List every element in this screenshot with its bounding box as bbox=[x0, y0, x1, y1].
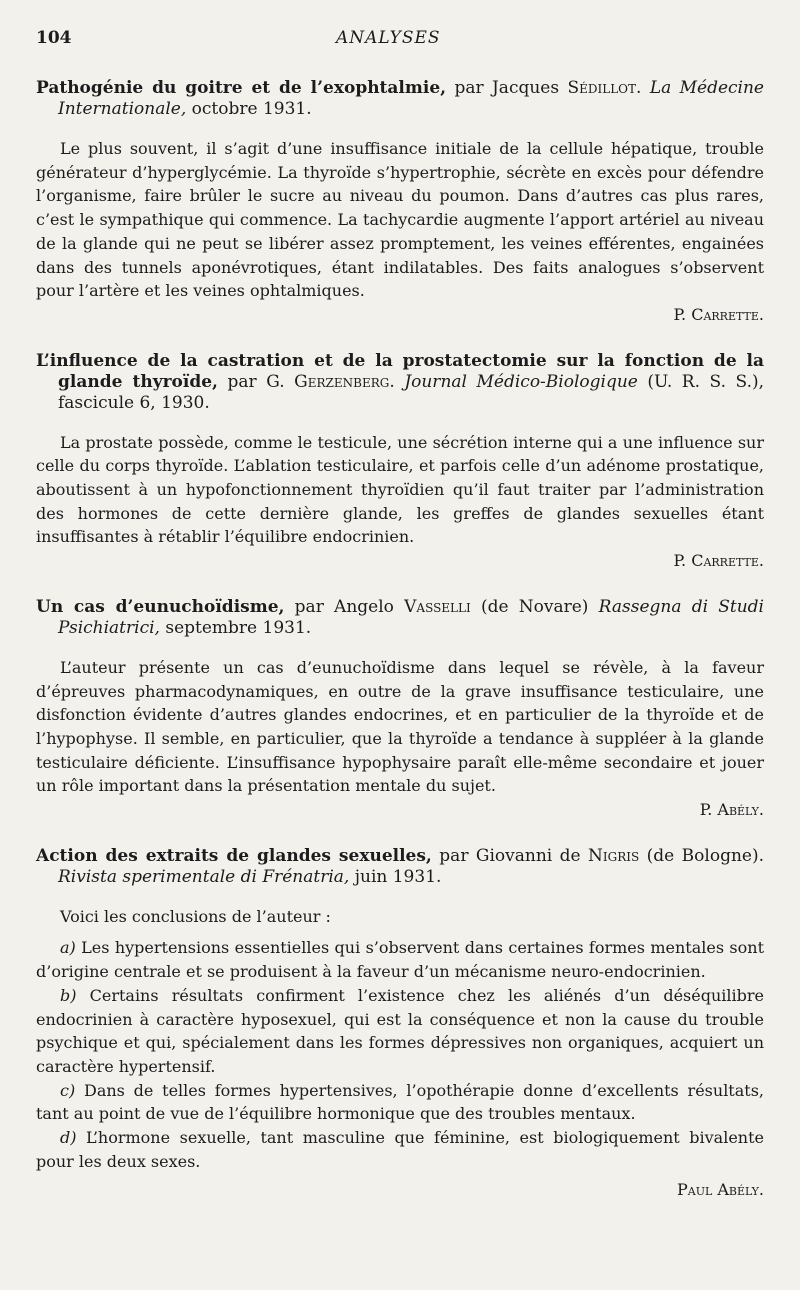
article-signature: Paul Abély. bbox=[677, 1179, 764, 1199]
conclusion-item bbox=[36, 1079, 764, 1126]
running-title: ANALYSES bbox=[336, 28, 441, 48]
conclusion-letter: c) bbox=[60, 1080, 76, 1100]
conclusion-text: Certains résultats confirment l’existence chez les aliénés d’un déséquilibre endocrinien à caractère hyposexuel, qui est la conséquence et non la cause du trouble psychique et qui, spécialement dans les formes dépressives non organiques, acquiert un caractère hypertensif. bbox=[36, 985, 764, 1076]
article-post-author: (de Novare) bbox=[470, 596, 599, 617]
article-title: Action des extraits de glandes sexuelles, bbox=[36, 845, 432, 866]
conclusion-letter: b) bbox=[60, 985, 77, 1005]
article-signature: P. Carrette. bbox=[673, 304, 764, 324]
article-author: Sédillot bbox=[567, 78, 637, 98]
article-post-author: (de Bologne). bbox=[639, 845, 765, 866]
article-author: Nigris bbox=[588, 845, 640, 866]
article-heading bbox=[36, 351, 764, 414]
conclusion-item bbox=[36, 984, 764, 1079]
article-title: Un cas d’eunuchoïdisme, bbox=[36, 596, 285, 617]
article-author: Gerzenberg bbox=[294, 371, 390, 392]
article-date: septembre 1931. bbox=[159, 617, 312, 638]
conclusion-text: L’hormone sexuelle, tant masculine que féminine, est biologiquement bivalente pour les deux sexes. bbox=[36, 1128, 764, 1171]
article-post-author: . bbox=[389, 371, 405, 392]
conclusion-letter: d) bbox=[60, 1128, 77, 1148]
article-1 bbox=[36, 78, 764, 327]
article-intro: Voici les conclusions de l’auteur : bbox=[60, 906, 331, 926]
article-signature: P. Carrette. bbox=[673, 551, 764, 571]
article-date: (U. R. S. S.), fascicule 6, 1930. bbox=[58, 371, 765, 413]
article-date: octobre 1931. bbox=[186, 99, 312, 119]
article-title: L’influence de la castration et de la prostatectomie sur la fonction de la glande thyroïde, bbox=[36, 350, 764, 392]
article-by: par G. bbox=[217, 371, 295, 392]
article-2 bbox=[36, 351, 764, 573]
article-journal: Rassegna di Studi Psichiatrici, bbox=[58, 596, 764, 638]
article-heading bbox=[36, 846, 764, 888]
running-head bbox=[36, 28, 764, 48]
conclusion-letter: a) bbox=[60, 938, 76, 958]
article-post-author: . bbox=[636, 78, 650, 98]
article-signature: P. Abély. bbox=[699, 800, 764, 820]
conclusion-text: Dans de telles formes hypertensives, l’opothérapie donne d’excellents résultats, tant au point de vue de l’équilibre hormonique que des troubles mentaux. bbox=[36, 1080, 764, 1124]
article-by: par Angelo bbox=[284, 596, 405, 617]
article-journal: Journal Médico-Biologique bbox=[404, 371, 638, 392]
page-number: 104 bbox=[36, 28, 72, 48]
conclusion-text: Les hypertensions essentielles qui s’observent dans certaines formes mentales sont d’origine centrale et se produisent à la faveur d’un mécanisme neuro-endocrinien. bbox=[36, 938, 764, 982]
article-by: par Giovanni de bbox=[431, 845, 589, 866]
article-date: juin 1931. bbox=[349, 866, 442, 887]
article-heading bbox=[36, 597, 764, 639]
article-body: La prostate possède, comme le testicule, une sécrétion interne qui a une influence sur celle du corps thyroïde. L’ablation testiculaire, et parfois celle d’un adénome prostatique, aboutissent à un hypofonctionnement thyroïdien qu’il faut traiter par l’administration des hormones de cette dernière glande, les greffes de glandes sexuelles étant insuffisantes à rétablir l’équilibre endocrinien. bbox=[36, 432, 764, 547]
article-by: par Jacques bbox=[446, 78, 568, 98]
conclusion-item bbox=[36, 1126, 764, 1173]
article-heading bbox=[36, 78, 764, 120]
article-body: Le plus souvent, il s’agit d’une insuffisance initiale de la cellule hépatique, trouble générateur d’hyperglycémie. La thyroïde s’hypertrophie, sécrète en excès pour défendre l’organisme, faire brûler le sucre au niveau du poumon. Dans d’autres cas plus rares, c’est le sympathique qui commence. La tachycardie augmente l’apport artériel au niveau de la glande qui ne peut se libérer assez promptement, les veines efférentes, engainées dans des tunnels aponévrotiques, étant indilatables. Des faits analogues s’observent pour l’artère et les veines ophtalmiques. bbox=[36, 139, 764, 301]
article-title: Pathogénie du goitre et de l’exophtalmie, bbox=[36, 78, 447, 98]
article-journal: Rivista sperimentale di Frénatria, bbox=[58, 866, 350, 887]
article-4 bbox=[36, 846, 764, 1201]
article-journal: La Médecine Internationale, bbox=[58, 78, 764, 119]
article-author: Vasselli bbox=[404, 596, 471, 617]
conclusion-item bbox=[36, 936, 764, 983]
article-3 bbox=[36, 597, 764, 822]
article-body: L’auteur présente un cas d’eunuchoïdisme dans lequel se révèle, à la faveur d’épreuves pharmacodynamiques, en outre de la grave insuffisance testiculaire, une disfonction évidente d’autres glandes endocrines, et en particulier de la thyroïde et de l’hypophyse. Il semble, en particulier, que la thyroïde a tendance à suppléer à la glande testiculaire déficiente. L’insuffisance hypophysaire paraît elle-même secondaire et jouer un rôle important dans la présentation mentale du sujet. bbox=[36, 657, 764, 796]
